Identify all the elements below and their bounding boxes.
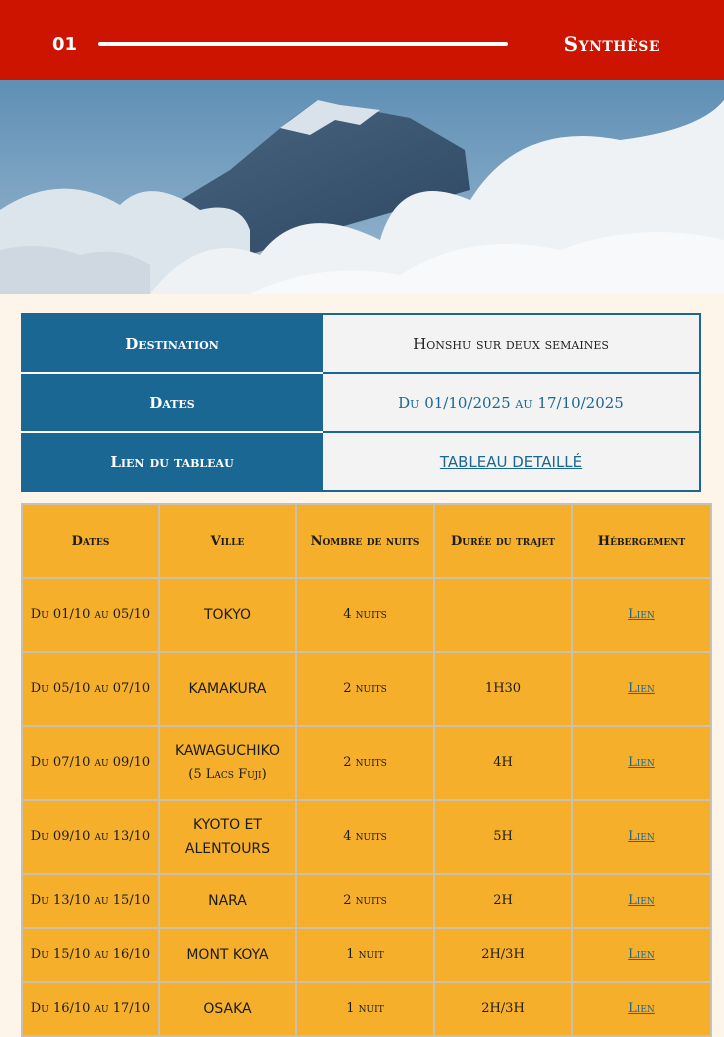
lodging-link[interactable]: Lien	[628, 947, 655, 962]
nights-cell: 1 nuit	[296, 928, 434, 982]
detailed-table-link[interactable]: TABLEAU DETAILLÉ	[439, 452, 583, 471]
lodging-link[interactable]: Lien	[628, 755, 655, 770]
lodging-link[interactable]: Lien	[628, 829, 655, 844]
itinerary-table	[21, 503, 712, 1037]
lodging-link[interactable]: Lien	[628, 681, 655, 696]
table-row	[22, 874, 711, 928]
dates-cell: Du 13/10 au 15/10	[22, 874, 159, 928]
table-row	[22, 652, 711, 726]
dates-cell: Du 05/10 au 07/10	[22, 652, 159, 726]
column-header-city: Ville	[159, 504, 296, 578]
summary-label: Lien du tableau	[22, 432, 322, 491]
lodging-link[interactable]: Lien	[628, 1001, 655, 1016]
table-row	[22, 928, 711, 982]
nights-cell: 1 nuit	[296, 982, 434, 1036]
lodging-cell	[572, 578, 711, 652]
column-header-nights: Nombre de nuits	[296, 504, 434, 578]
dates-cell: Du 09/10 au 13/10	[22, 800, 159, 874]
column-header-dates: Dates	[22, 504, 159, 578]
duration-cell: 4H	[434, 726, 572, 800]
hero-image	[0, 80, 724, 294]
duration-cell: 5H	[434, 800, 572, 874]
summary-value	[322, 432, 700, 491]
nights-cell: 4 nuits	[296, 578, 434, 652]
summary-label: Dates	[22, 373, 322, 432]
dates-cell: Du 07/10 au 09/10	[22, 726, 159, 800]
city-cell: MONT KOYA	[159, 928, 296, 982]
lodging-cell	[572, 800, 711, 874]
summary-row-link	[22, 432, 700, 491]
lodging-cell	[572, 874, 711, 928]
duration-cell	[434, 578, 572, 652]
table-row	[22, 726, 711, 800]
section-number: 01	[52, 34, 78, 55]
header-divider	[98, 42, 508, 46]
duration-cell: 2H/3H	[434, 982, 572, 1036]
table-row	[22, 800, 711, 874]
nights-cell: 4 nuits	[296, 800, 434, 874]
dates-cell: Du 01/10 au 05/10	[22, 578, 159, 652]
lodging-cell	[572, 982, 711, 1036]
nights-cell: 2 nuits	[296, 874, 434, 928]
city-name: KAWAGUCHIKO	[174, 743, 281, 759]
city-cell: TOKYO	[159, 578, 296, 652]
dates-cell: Du 16/10 au 17/10	[22, 982, 159, 1036]
summary-table	[21, 313, 701, 492]
lodging-cell	[572, 652, 711, 726]
lodging-link[interactable]: Lien	[628, 893, 655, 908]
nights-cell: 2 nuits	[296, 726, 434, 800]
duration-cell: 2H/3H	[434, 928, 572, 982]
city-cell: KAMAKURA	[159, 652, 296, 726]
summary-value: Honshu sur deux semaines	[322, 314, 700, 373]
lodging-link[interactable]: Lien	[628, 607, 655, 622]
column-header-lodging: Hébergement	[572, 504, 711, 578]
lodging-cell	[572, 726, 711, 800]
column-header-duration: Durée du trajet	[434, 504, 572, 578]
duration-cell: 1H30	[434, 652, 572, 726]
summary-value: Du 01/10/2025 au 17/10/2025	[322, 373, 700, 432]
lodging-cell	[572, 928, 711, 982]
summary-label: Destination	[22, 314, 322, 373]
city-cell: NARA	[159, 874, 296, 928]
page-title: Synthèse	[563, 32, 660, 56]
duration-cell: 2H	[434, 874, 572, 928]
itinerary-header-row	[22, 504, 711, 578]
city-cell: KYOTO ET ALENTOURS	[159, 800, 296, 874]
table-row	[22, 578, 711, 652]
city-subtitle: (5 Lacs Fuji)	[188, 767, 267, 782]
table-row	[22, 982, 711, 1036]
summary-row-dates	[22, 373, 700, 432]
mount-fuji-photo	[0, 80, 724, 294]
nights-cell: 2 nuits	[296, 652, 434, 726]
summary-row-destination	[22, 314, 700, 373]
page-header	[0, 0, 724, 80]
city-cell: OSAKA	[159, 982, 296, 1036]
dates-cell: Du 15/10 au 16/10	[22, 928, 159, 982]
city-cell	[159, 726, 296, 800]
